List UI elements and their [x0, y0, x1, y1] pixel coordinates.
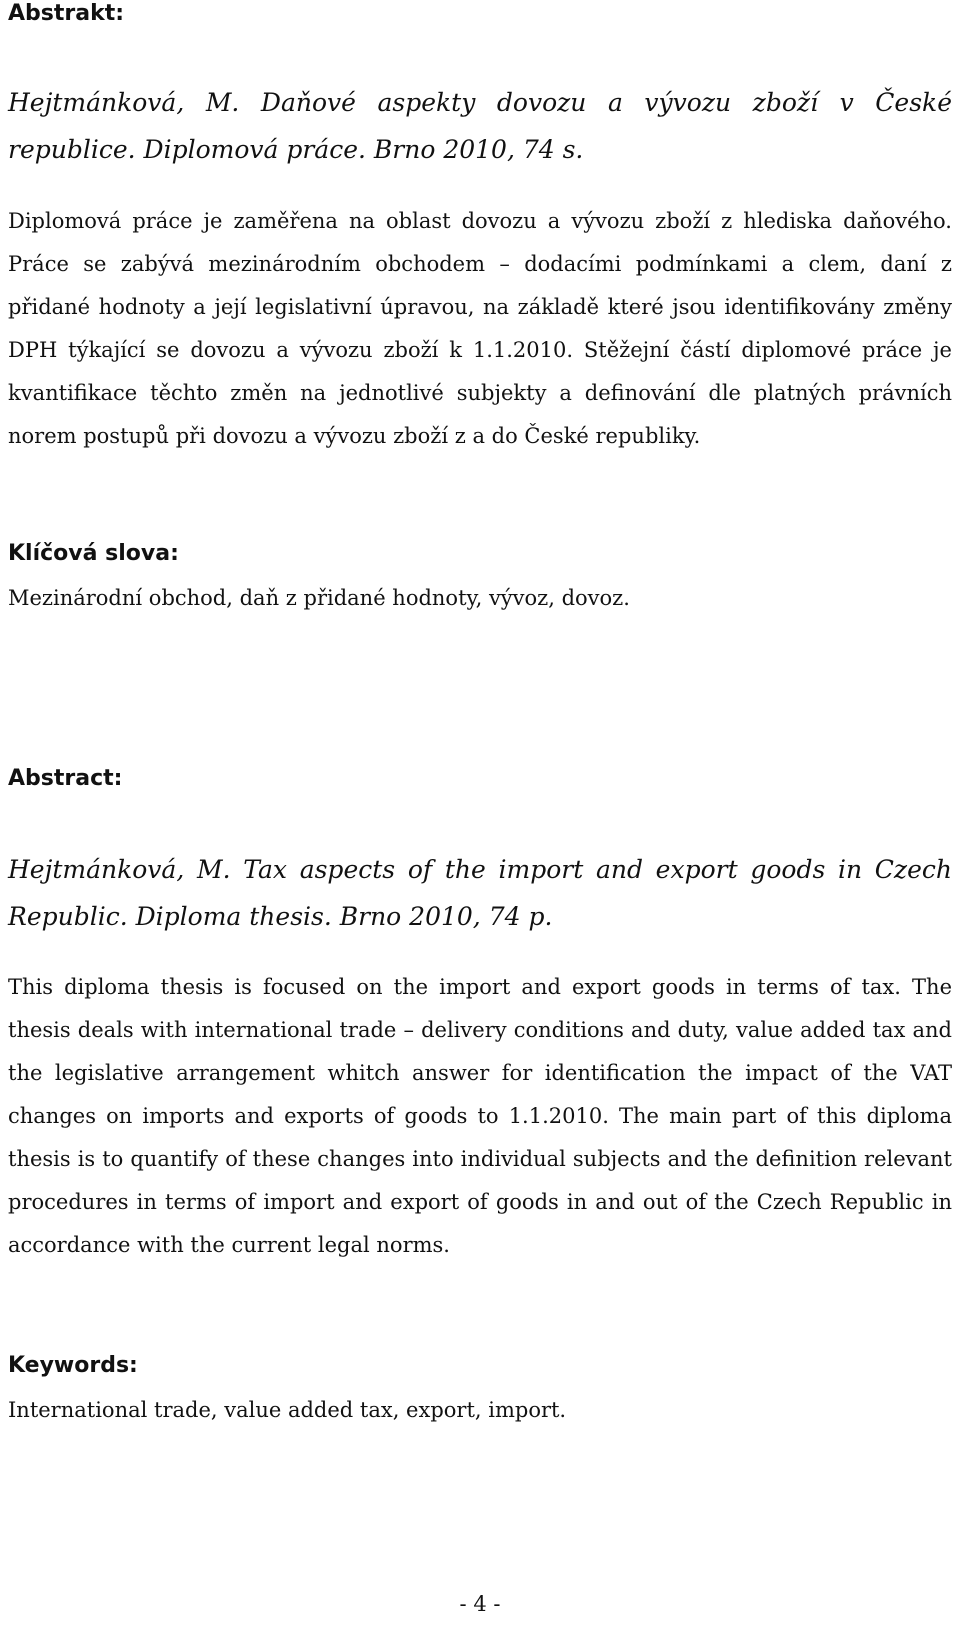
czech-abstract-body: Diplomová práce je zaměřena na oblast dovozu a vývozu zboží z hlediska daňového. Práce se zabývá mezinárodním obchodem – dodacími podmínkami a clem, daní z přidané hodnoty a její legislativní úpravou, na základě které jsou identifikovány změny DPH týkající se dovozu a vývozu zboží k 1.1.2010. Stěžejní částí diplomové práce je kvantifikace těchto změn na jednotlivé subjekty a definování dle platných právních norem postupů při dovozu a vývozu zboží z a do České republiky. [8, 209, 952, 448]
czech-citation: Hejtmánková, M. Daňové aspekty dovozu a vývozu zboží v České republice. Diplomová práce. Brno 2010, 74 s. [8, 88, 952, 164]
czech-abstract-heading: Abstrakt: [8, 1, 125, 26]
english-citation: Hejtmánková, M. Tax aspects of the import and export goods in Czech Republic. Diploma thesis. Brno 2010, 74 p. [8, 855, 952, 931]
english-abstract-heading: Abstract: [8, 766, 123, 791]
czech-keywords: Mezinárodní obchod, daň z přidané hodnoty, vývoz, dovoz. [8, 586, 630, 610]
document-page [8, 0, 952, 1640]
english-keywords-heading: Keywords: [8, 1353, 138, 1378]
english-abstract-body: This diploma thesis is focused on the import and export goods in terms of tax. The thesis deals with international trade – delivery conditions and duty, value added tax and the legislative arrangement whitch answer for identification the impact of the VAT changes on imports and exports of goods to 1.1.2010. The main part of this diploma thesis is to quantify of these changes into individual subjects and the definition relevant procedures in terms of import and export of goods in and out of the Czech Republic in accordance with the current legal norms. [8, 975, 952, 1257]
page-number: - 4 - [459, 1592, 501, 1616]
english-keywords: International trade, value added tax, export, import. [8, 1398, 567, 1422]
czech-keywords-heading: Klíčová slova: [8, 541, 179, 566]
